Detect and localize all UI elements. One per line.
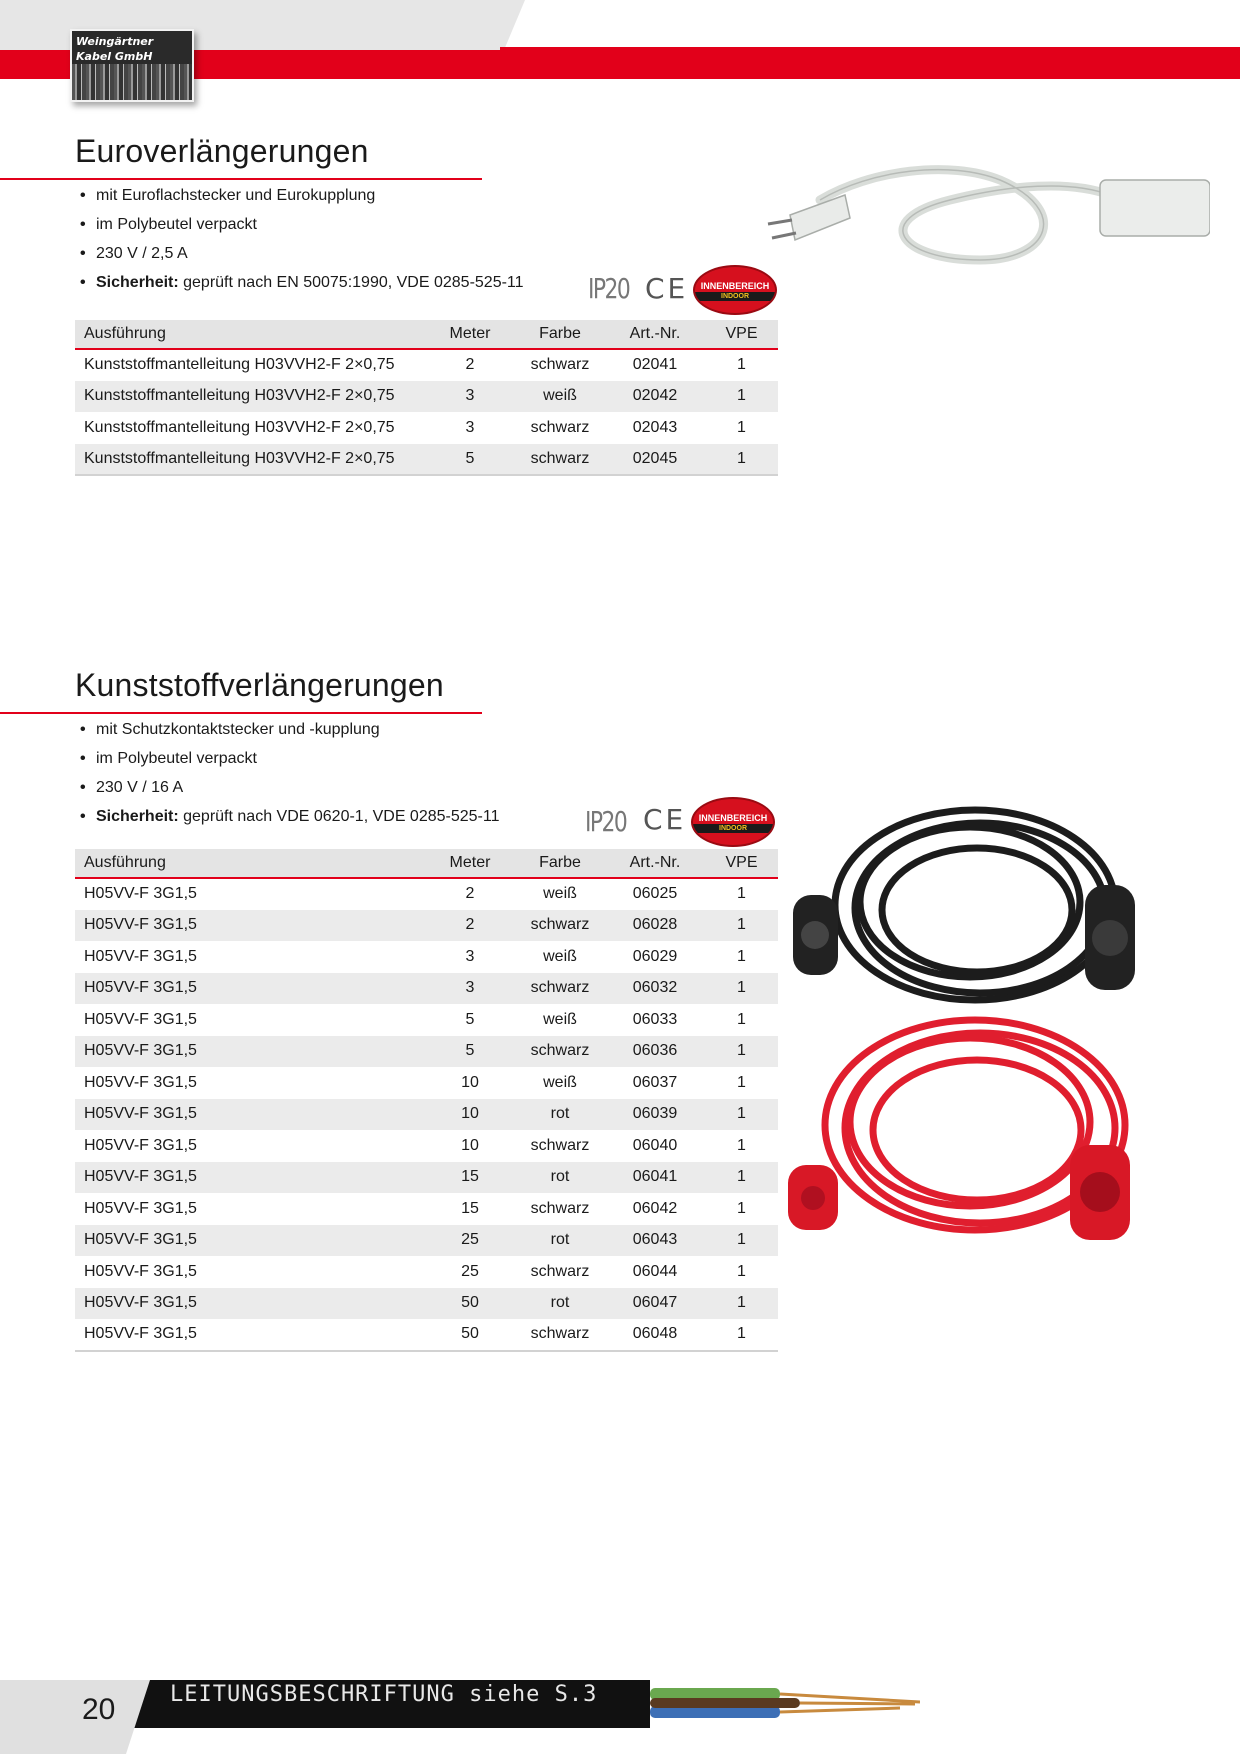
section-title-underline	[0, 712, 482, 714]
table-row	[75, 1225, 778, 1257]
feature-item	[80, 802, 499, 831]
table-cell: 06043	[605, 1225, 705, 1257]
table-row	[75, 941, 778, 973]
bullet-icon: •	[80, 721, 86, 738]
table-cell: Kunststoffmantelleitung H03VVH2-F 2×0,75	[84, 418, 395, 436]
table-row	[75, 1256, 778, 1288]
table-cell: schwarz	[530, 1262, 590, 1280]
table-cell: H05VV-F 3G1,5	[75, 1162, 425, 1194]
table-cell: H05VV-F 3G1,5	[84, 1073, 197, 1091]
table-cell: 06036	[605, 1036, 705, 1068]
table-cell: 1	[737, 1073, 746, 1091]
feature-item	[80, 239, 524, 268]
feature-text: 230 V / 16 A	[96, 779, 184, 796]
table-cell: 25	[461, 1262, 479, 1280]
table-cell: 06037	[632, 1073, 678, 1091]
table-cell: 02045	[605, 444, 705, 476]
table-row	[75, 1319, 778, 1351]
table-cell: 5	[465, 1010, 475, 1028]
bullet-icon: •	[80, 274, 86, 291]
table-row	[75, 1036, 778, 1068]
table-cell: 1	[705, 381, 778, 413]
table-cell: H05VV-F 3G1,5	[84, 947, 197, 965]
table-row	[75, 878, 778, 910]
table-cell: 1	[737, 1010, 746, 1028]
table-cell: 10	[461, 1073, 479, 1091]
feature-label-bold: Sicherheit:	[96, 274, 179, 291]
table-cell: 06025	[632, 885, 678, 903]
table-cell: schwarz	[530, 1136, 590, 1154]
table-cell: weiß	[543, 1073, 577, 1091]
column-header-artnr: Art.-Nr.	[605, 320, 705, 349]
table-cell: H05VV-F 3G1,5	[84, 1199, 197, 1217]
table-cell: 1	[705, 910, 778, 942]
page-number: 20	[82, 1693, 116, 1726]
table-cell: 06042	[632, 1199, 678, 1217]
table-cell: schwarz	[530, 356, 590, 374]
table-cell: 2	[425, 910, 515, 942]
bullet-icon: •	[80, 750, 86, 767]
red-extension-cable-image	[785, 1000, 1155, 1250]
table-cell: 3	[465, 947, 475, 965]
table-cell: 5	[425, 1036, 515, 1068]
footer-gray-panel	[0, 1680, 150, 1754]
table-cell: 1	[705, 1099, 778, 1131]
table-cell: schwarz	[515, 1319, 605, 1351]
ip20-mark: IP20	[585, 805, 627, 838]
product-table-kunststoff	[75, 849, 778, 1352]
table-cell: 2	[465, 356, 475, 374]
table-row	[75, 1130, 778, 1162]
table-cell: 10	[425, 1099, 515, 1131]
feature-item	[80, 773, 499, 802]
bullet-icon: •	[80, 779, 86, 796]
table-cell: 1	[737, 1262, 746, 1280]
table-cell: rot	[515, 1099, 605, 1131]
table-cell: 15	[461, 1199, 479, 1217]
table-cell: 06032	[605, 973, 705, 1005]
table-cell: 3	[425, 381, 515, 413]
logo-text	[76, 34, 153, 64]
table-cell: weiß	[543, 885, 577, 903]
company-logo	[70, 29, 194, 102]
table-cell: 02043	[632, 418, 678, 436]
table-cell: 1	[737, 947, 746, 965]
feature-text: mit Euroflachstecker und Eurokupplung	[96, 187, 376, 204]
table-row	[75, 412, 778, 444]
table-cell: 1	[705, 1162, 778, 1194]
badge-label: INNENBEREICH	[698, 813, 768, 823]
table-cell: H05VV-F 3G1,5	[84, 1262, 197, 1280]
table-cell: 25	[425, 1225, 515, 1257]
feature-list-2	[80, 715, 499, 831]
feature-list-1	[80, 181, 524, 297]
table-cell: weiß	[543, 1010, 577, 1028]
section-title-kunststoffverlaengerungen: Kunststoffverlängerungen	[75, 667, 444, 703]
table-cell: schwarz	[515, 973, 605, 1005]
table-cell: 1	[705, 1288, 778, 1320]
column-header-farbe: Farbe	[515, 320, 605, 349]
table-cell: 02042	[605, 381, 705, 413]
table-cell: 06029	[632, 947, 678, 965]
table-cell: schwarz	[530, 418, 590, 436]
product-table-euro	[75, 320, 778, 476]
feature-item	[80, 268, 524, 297]
feature-text: 230 V / 2,5 A	[96, 245, 188, 262]
table-row	[75, 1162, 778, 1194]
table-cell: H05VV-F 3G1,5	[75, 1225, 425, 1257]
bullet-icon: •	[80, 187, 86, 204]
ce-mark: CE	[645, 272, 689, 305]
table-row	[75, 349, 778, 381]
column-header-meter: Meter	[425, 320, 515, 349]
euro-extension-cable-image	[750, 140, 1210, 320]
table-cell: schwarz	[530, 1199, 590, 1217]
table-cell: 06028	[605, 910, 705, 942]
table-cell: 1	[705, 1036, 778, 1068]
table-cell: 50	[425, 1319, 515, 1351]
table-cell: 1	[737, 1199, 746, 1217]
black-extension-cable-image	[785, 790, 1155, 1030]
table-cell: 10	[461, 1136, 479, 1154]
table-row	[75, 1193, 778, 1225]
table-cell: schwarz	[515, 444, 605, 476]
table-cell: H05VV-F 3G1,5	[75, 1319, 425, 1351]
feature-item	[80, 715, 499, 744]
table-cell: 5	[425, 444, 515, 476]
table-cell: schwarz	[515, 1036, 605, 1068]
table-cell: 3	[425, 973, 515, 1005]
bullet-icon: •	[80, 245, 86, 262]
ce-mark: CE	[643, 803, 687, 836]
table-cell: Kunststoffmantelleitung H03VVH2-F 2×0,75	[75, 381, 425, 413]
table-cell: Kunststoffmantelleitung H03VVH2-F 2×0,75	[84, 356, 395, 374]
table-cell: H05VV-F 3G1,5	[75, 910, 425, 942]
table-row	[75, 444, 778, 476]
feature-item	[80, 744, 499, 773]
table-cell: 06039	[605, 1099, 705, 1131]
table-row	[75, 381, 778, 413]
feature-item	[80, 181, 524, 210]
table-header-row	[75, 849, 778, 878]
table-cell: H05VV-F 3G1,5	[84, 1010, 197, 1028]
column-header-meter: Meter	[425, 849, 515, 878]
feature-item	[80, 210, 524, 239]
table-cell: H05VV-F 3G1,5	[75, 1036, 425, 1068]
table-cell: H05VV-F 3G1,5	[75, 1288, 425, 1320]
table-cell: Kunststoffmantelleitung H03VVH2-F 2×0,75	[75, 444, 425, 476]
column-header-vpe: VPE	[705, 849, 778, 878]
table-cell: 06048	[605, 1319, 705, 1351]
table-cell: 1	[737, 356, 746, 374]
table-row	[75, 910, 778, 942]
table-cell: 1	[705, 973, 778, 1005]
logo-background-image	[72, 64, 192, 100]
logo-line-2: Kabel GmbH	[76, 50, 153, 63]
table-cell: 1	[737, 418, 746, 436]
badge-sublabel: INDOOR	[693, 824, 773, 833]
table-cell: 50	[425, 1288, 515, 1320]
table-cell: H05VV-F 3G1,5	[75, 1099, 425, 1131]
table-row	[75, 1004, 778, 1036]
table-cell: 1	[705, 444, 778, 476]
table-header-row	[75, 320, 778, 349]
feature-label-bold: Sicherheit:	[96, 808, 179, 825]
table-cell: schwarz	[515, 910, 605, 942]
table-row	[75, 1099, 778, 1131]
table-cell: 1	[705, 1225, 778, 1257]
table-cell: 06047	[605, 1288, 705, 1320]
logo-line-1: Weingärtner	[76, 35, 154, 48]
column-header-ausfuehrung: Ausführung	[75, 849, 425, 878]
table-cell: weiß	[543, 947, 577, 965]
table-cell: H05VV-F 3G1,5	[84, 885, 197, 903]
table-row	[75, 1288, 778, 1320]
table-cell: 1	[705, 1319, 778, 1351]
section-title-underline	[0, 178, 482, 180]
bullet-icon: •	[80, 216, 86, 233]
feature-text: im Polybeutel verpackt	[96, 216, 257, 233]
feature-text: geprüft nach EN 50075:1990, VDE 0285-525-11	[178, 274, 524, 291]
feature-text: mit Schutzkontaktstecker und -kupplung	[96, 721, 380, 738]
table-cell: 06040	[632, 1136, 678, 1154]
badge-label: INNENBEREICH	[700, 281, 770, 291]
table-cell: 3	[465, 418, 475, 436]
table-cell: rot	[515, 1162, 605, 1194]
table-cell: H05VV-F 3G1,5	[75, 973, 425, 1005]
table-cell: 15	[425, 1162, 515, 1194]
feature-text: geprüft nach VDE 0620-1, VDE 0285-525-11	[178, 808, 500, 825]
table-cell: 2	[465, 885, 475, 903]
table-cell: 1	[737, 1136, 746, 1154]
column-header-artnr: Art.-Nr.	[605, 849, 705, 878]
table-cell: weiß	[515, 381, 605, 413]
footer-cable-print: LEITUNGSBESCHRIFTUNG siehe S.3	[170, 1682, 598, 1707]
table-cell: rot	[515, 1288, 605, 1320]
column-header-ausfuehrung: Ausführung	[75, 320, 425, 349]
indoor-badge	[691, 797, 775, 847]
feature-text: im Polybeutel verpackt	[96, 750, 257, 767]
table-cell: H05VV-F 3G1,5	[84, 1136, 197, 1154]
column-header-vpe: VPE	[705, 320, 778, 349]
bullet-icon: •	[80, 808, 86, 825]
table-cell: rot	[515, 1225, 605, 1257]
section-title-euroverlaengerungen: Euroverlängerungen	[75, 133, 369, 169]
table-cell: 06033	[632, 1010, 678, 1028]
table-cell: 06044	[632, 1262, 678, 1280]
table-cell: 1	[737, 885, 746, 903]
badge-sublabel: INDOOR	[695, 292, 775, 301]
table-row	[75, 973, 778, 1005]
table-cell: 06041	[605, 1162, 705, 1194]
table-row	[75, 1067, 778, 1099]
ip20-mark: IP20	[588, 272, 630, 305]
table-cell: 02041	[632, 356, 678, 374]
column-header-farbe: Farbe	[515, 849, 605, 878]
